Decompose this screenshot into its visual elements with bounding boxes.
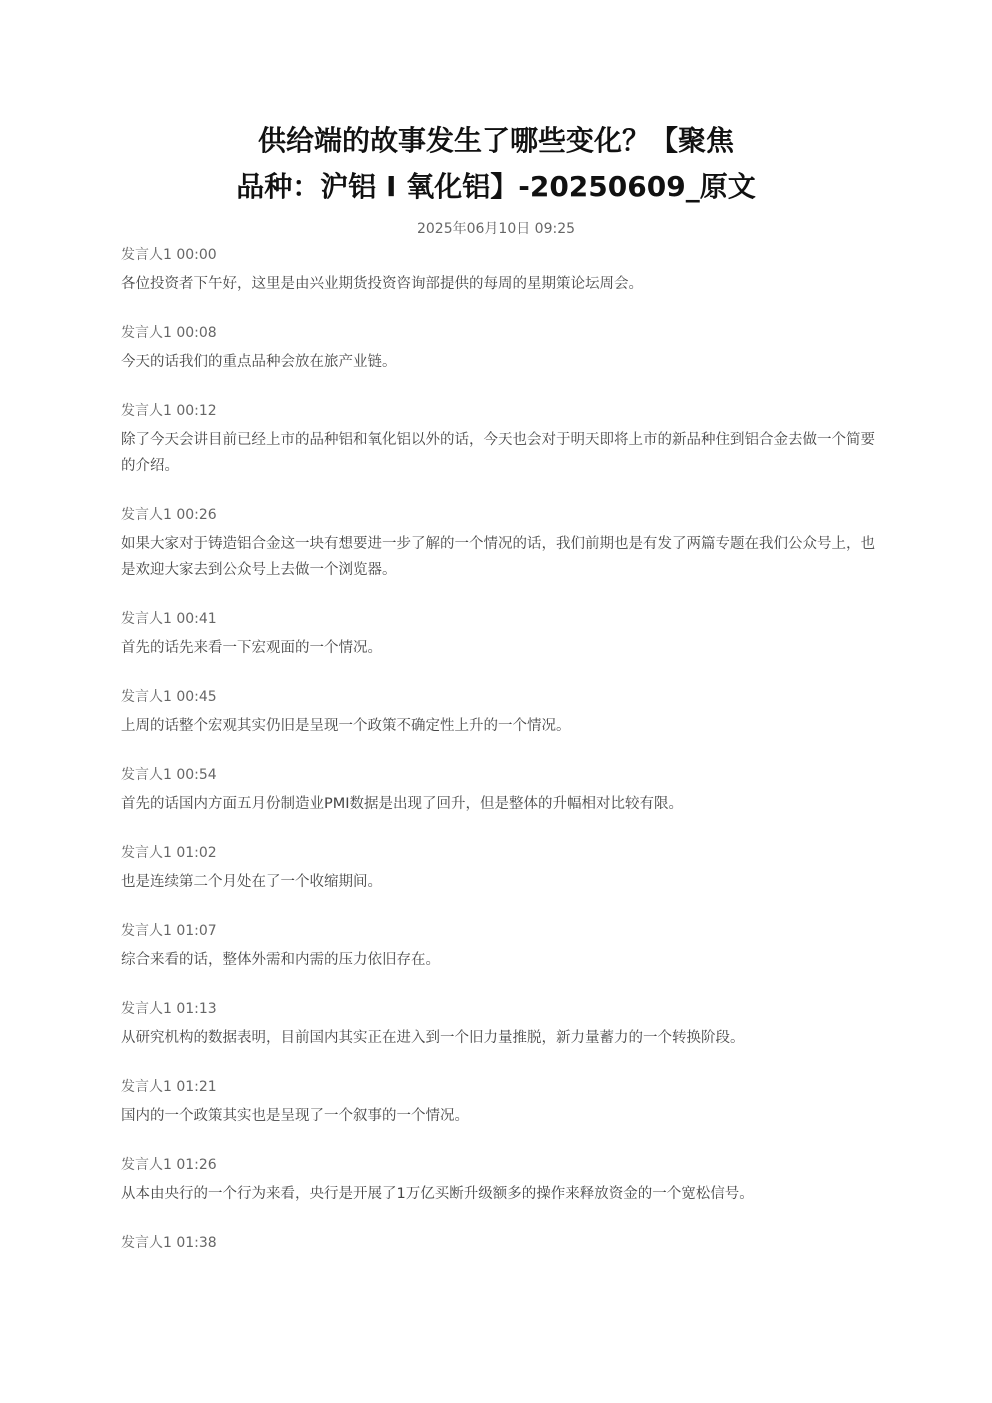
transcript-entry: [121, 505, 881, 583]
transcript-text: 上周的话整个宏观其实仍旧是呈现一个政策不确定性上升的一个情况。: [121, 718, 571, 734]
speaker-timestamp: 发言人1 00:45: [121, 689, 217, 705]
transcript-entry: [121, 1077, 881, 1129]
title-line-1: 供给端的故事发生了哪些变化？【聚焦: [257, 124, 734, 157]
transcript-entry: [121, 245, 881, 297]
speaker-timestamp: 发言人1 00:08: [121, 325, 217, 341]
speaker-timestamp: 发言人1 01:07: [121, 923, 217, 939]
transcript-entry: [121, 999, 881, 1051]
speaker-timestamp: 发言人1 01:38: [121, 1235, 217, 1251]
speaker-timestamp: 发言人1 00:54: [121, 767, 217, 783]
transcript-text: 综合来看的话，整体外需和内需的压力依旧存在。: [121, 952, 440, 968]
transcript-text: 首先的话国内方面五月份制造业PMI数据是出现了回升，但是整体的升幅相对比较有限。: [121, 796, 684, 812]
speaker-timestamp: 发言人1 00:12: [121, 403, 217, 419]
speaker-timestamp: 发言人1 00:41: [121, 611, 217, 627]
transcript-entry: [121, 323, 881, 375]
document-title: [200, 118, 792, 210]
speaker-timestamp: 发言人1 01:21: [121, 1079, 217, 1095]
transcript-text: 除了今天会讲目前已经上市的品种铝和氧化铝以外的话，今天也会对于明天即将上市的新品种住到铝合金去做一个简要的介绍。: [121, 432, 875, 474]
transcript-text: 也是连续第二个月处在了一个收缩期间。: [121, 874, 382, 890]
transcript-text: 从研究机构的数据表明，目前国内其实正在进入到一个旧力量推脱，新力量蓄力的一个转换阶段。: [121, 1030, 745, 1046]
transcript-entry: [121, 921, 881, 973]
speaker-timestamp: 发言人1 00:26: [121, 507, 217, 523]
transcript-entry: [121, 687, 881, 739]
transcript-entry: [121, 609, 881, 661]
transcript-list: [121, 245, 881, 1279]
speaker-timestamp: 发言人1 01:02: [121, 845, 217, 861]
transcript-entry: [121, 843, 881, 895]
speaker-timestamp: 发言人1 01:13: [121, 1001, 217, 1017]
title-line-2: 品种：沪铝 I 氧化铝】-20250609_原文: [236, 170, 756, 203]
speaker-timestamp: 发言人1 00:00: [121, 247, 217, 263]
transcript-entry: [121, 401, 881, 479]
transcript-text: 首先的话先来看一下宏观面的一个情况。: [121, 640, 382, 656]
transcript-entry: [121, 1155, 881, 1207]
transcript-entry: [121, 1233, 881, 1253]
transcript-text: 如果大家对于铸造铝合金这一块有想要进一步了解的一个情况的话，我们前期也是有发了两篇专题在我们公众号上，也是欢迎大家去到公众号上去做一个浏览器。: [121, 536, 875, 578]
transcript-text: 今天的话我们的重点品种会放在旅产业链。: [121, 354, 397, 370]
transcript-text: 国内的一个政策其实也是呈现了一个叙事的一个情况。: [121, 1108, 469, 1124]
transcript-text: 从本由央行的一个行为来看，央行是开展了1万亿买断升级额多的操作来释放资金的一个宽松信号。: [121, 1186, 754, 1202]
transcript-text: 各位投资者下午好，这里是由兴业期货投资咨询部提供的每周的星期策论坛周会。: [121, 276, 643, 292]
transcript-entry: [121, 765, 881, 817]
speaker-timestamp: 发言人1 01:26: [121, 1157, 217, 1173]
document-timestamp: 2025年06月10日 09:25: [416, 221, 576, 237]
